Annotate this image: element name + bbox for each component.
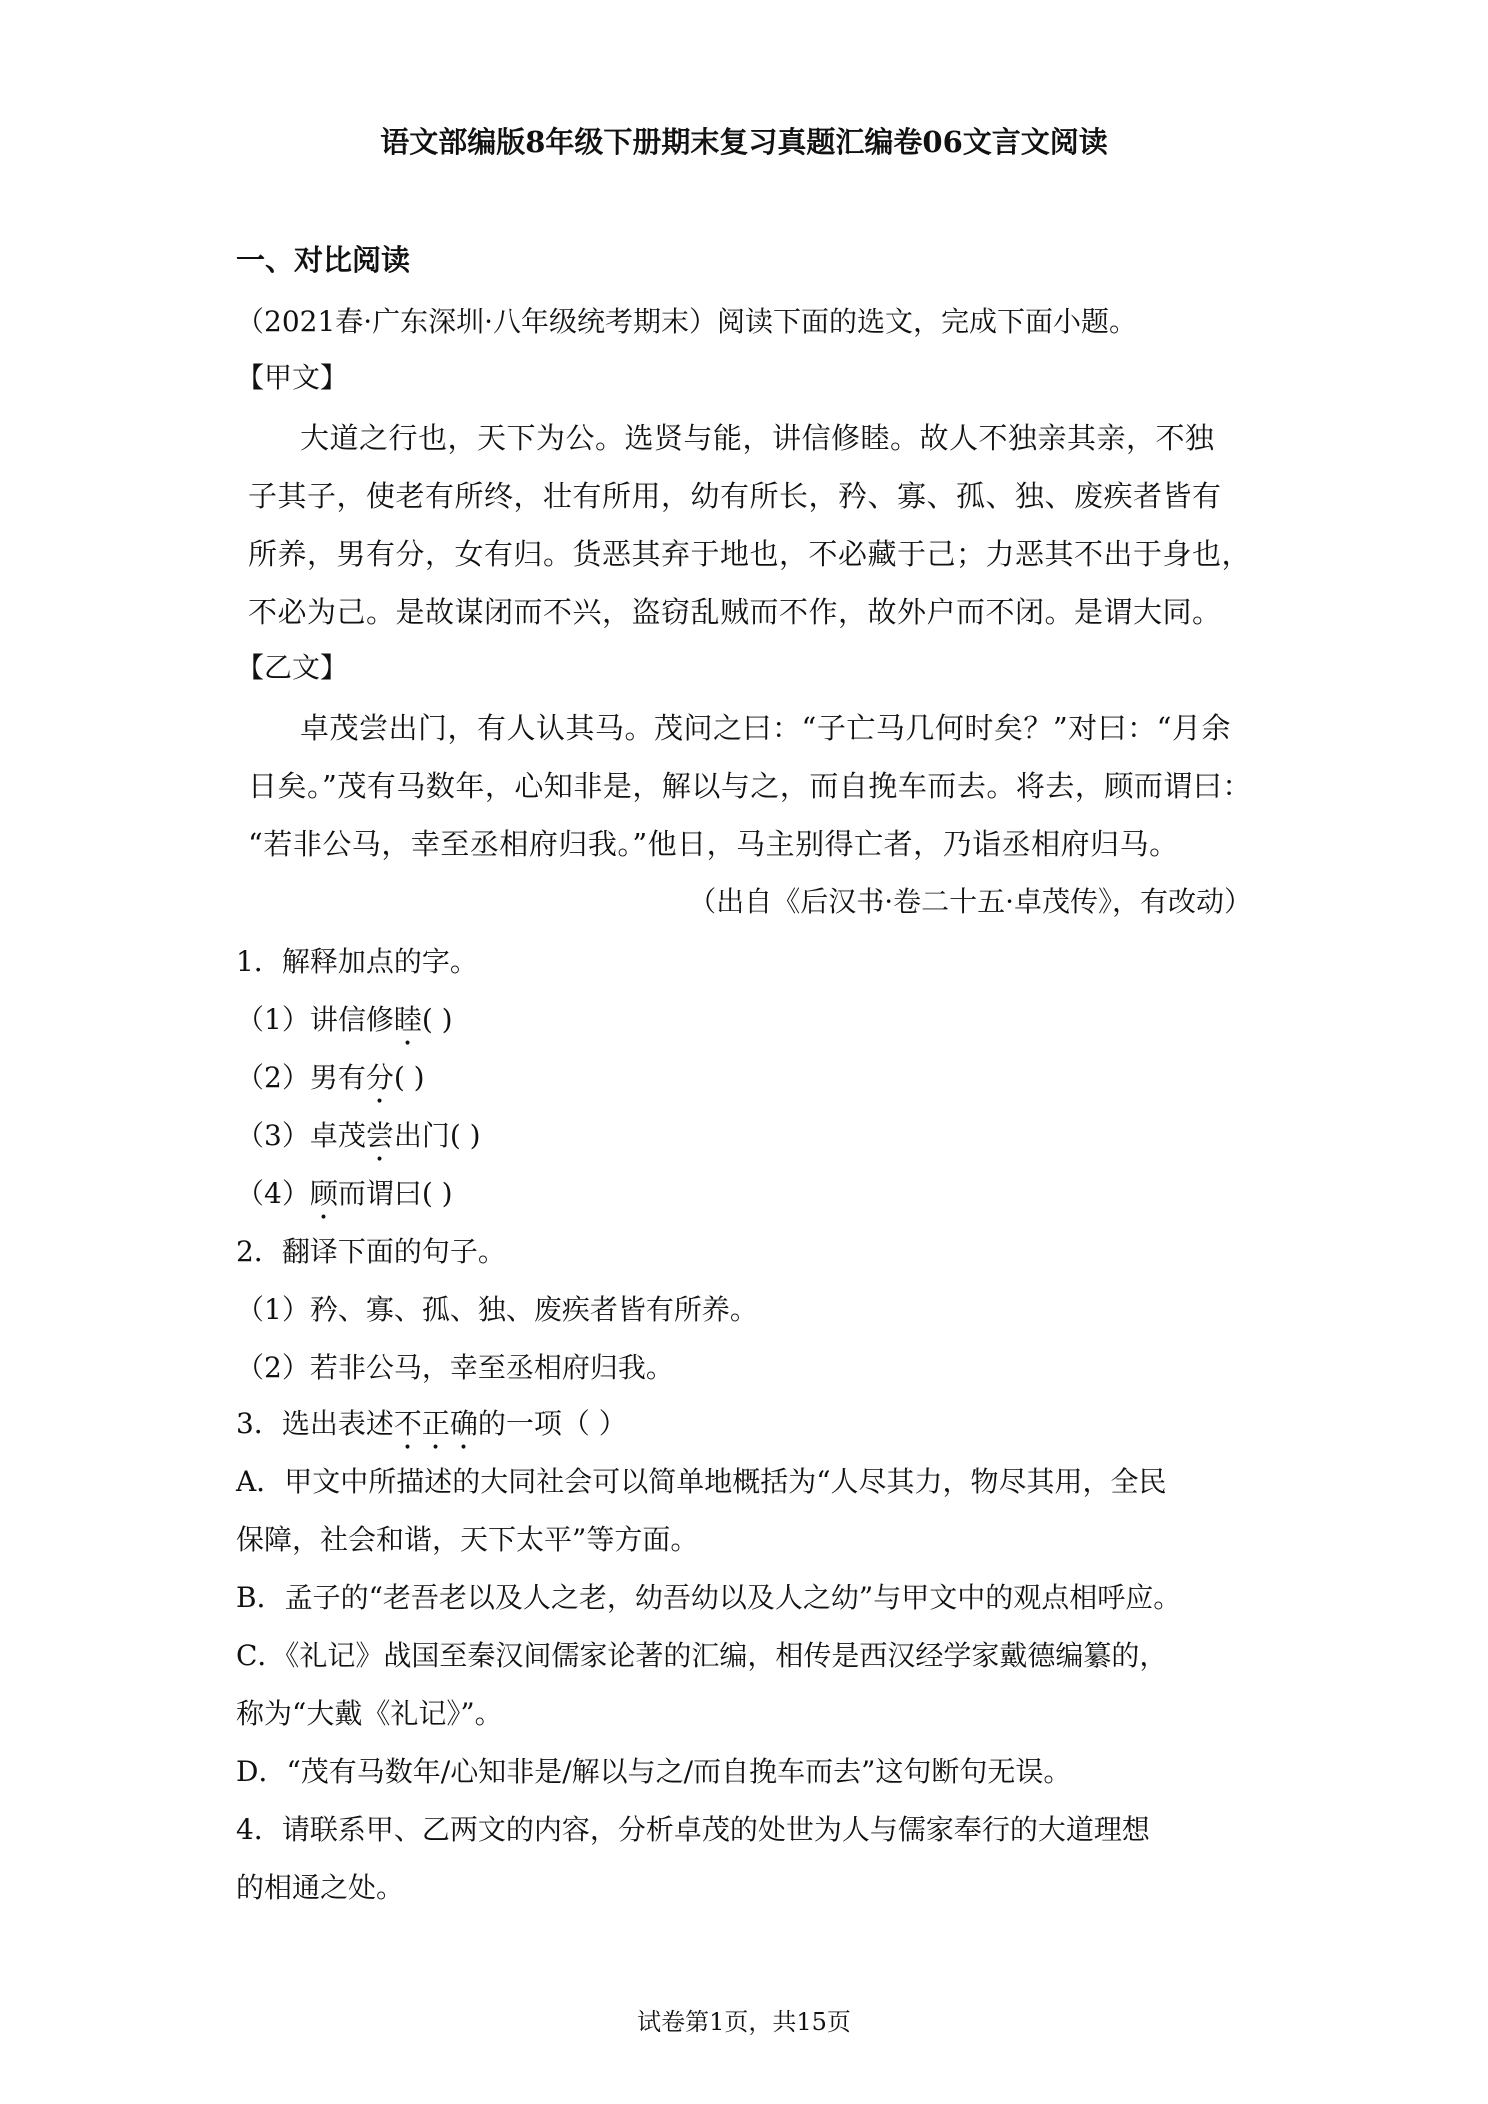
option-c-line: 称为“大戴《礼记》”。 bbox=[236, 1697, 503, 1730]
passage-jia-label: 【甲文】 bbox=[236, 361, 349, 394]
page-footer: 试卷第1页，共15页 bbox=[637, 2008, 851, 2036]
dotted-char: 尝 bbox=[365, 1119, 394, 1152]
question-2-stem: 2．翻译下面的句子。 bbox=[236, 1235, 506, 1268]
question-1-item: （3）卓茂尝出门( ) bbox=[236, 1119, 481, 1152]
passage-jia-line: 大道之行也，天下为公。选贤与能，讲信修睦。故人不独亲其亲，不独 bbox=[300, 421, 1215, 455]
dotted-char: 睦 bbox=[393, 1003, 422, 1036]
question-intro: （2021春·广东深圳·八年级统考期末）阅读下面的选文，完成下面小题。 bbox=[236, 305, 1138, 338]
option-b-line: B．孟子的“老吾老以及人之老，幼吾幼以及人之幼”与甲文中的观点相呼应。 bbox=[236, 1581, 1182, 1614]
passage-jia-line: 子其子，使老有所终，壮有所用，幼有所长，矜、寡、孤、独、废疾者皆有 bbox=[248, 479, 1222, 513]
passage-yi-line: 卓茂尝出门，有人认其马。茂问之曰：“子亡马几何时矣？”对曰：“月余 bbox=[300, 711, 1231, 745]
dotted-char: 不正确 bbox=[393, 1407, 478, 1440]
dotted-char: 顾 bbox=[309, 1177, 338, 1210]
question-1-item: （1）讲信修睦( ) bbox=[236, 1003, 453, 1036]
question-1-item: （4）顾而谓曰( ) bbox=[236, 1177, 453, 1210]
option-d-line: D．“茂有马数年/心知非是/解以与之/而自挽车而去”这句断句无误。 bbox=[236, 1755, 1072, 1788]
passage-jia-line: 所养，男有分，女有归。货恶其弃于地也，不必藏于己；力恶其不出于身也， bbox=[248, 537, 1252, 571]
question-4-line: 的相通之处。 bbox=[236, 1871, 405, 1904]
passage-jia-line: 不必为己。是故谋闭而不兴，盗窃乱贼而不作，故外户而不闭。是谓大同。 bbox=[248, 595, 1222, 629]
page-title: 语文部编版8年级下册期末复习真题汇编卷06文言文阅读 bbox=[380, 125, 1108, 159]
question-2-item: （2）若非公马，幸至丞相府归我。 bbox=[236, 1351, 674, 1384]
passage-yi-line: “若非公马，幸至丞相府归我。”他日，马主别得亡者，乃诣丞相府归马。 bbox=[248, 827, 1179, 861]
option-c-line: C．《礼记》战国至秦汉间儒家论著的汇编，相传是西汉经学家戴德编纂的， bbox=[236, 1639, 1168, 1672]
option-a-line: A．甲文中所描述的大同社会可以简单地概括为“人尽其力，物尽其用，全民 bbox=[236, 1465, 1167, 1498]
question-1-stem: 1．解释加点的字。 bbox=[236, 945, 478, 978]
question-3-stem: 3．选出表述不正确的一项（ ） bbox=[236, 1407, 627, 1440]
question-2-item: （1）矜、寡、孤、独、废疾者皆有所养。 bbox=[236, 1293, 758, 1326]
option-a-line: 保障，社会和谐，天下太平”等方面。 bbox=[236, 1523, 699, 1556]
passage-yi-label: 【乙文】 bbox=[236, 651, 349, 684]
question-4-line: 4．请联系甲、乙两文的内容，分析卓茂的处世为人与儒家奉行的大道理想 bbox=[236, 1813, 1150, 1846]
passage-source: （出自《后汉书·卷二十五·卓茂传》，有改动） bbox=[688, 885, 1252, 918]
section-heading: 一、对比阅读 bbox=[236, 243, 411, 277]
passage-yi-line: 日矣。”茂有马数年，心知非是，解以与之，而自挽车而去。将去，顾而谓曰： bbox=[248, 769, 1252, 803]
question-1-item: （2）男有分( ) bbox=[236, 1061, 425, 1094]
dotted-char: 分 bbox=[365, 1061, 394, 1094]
